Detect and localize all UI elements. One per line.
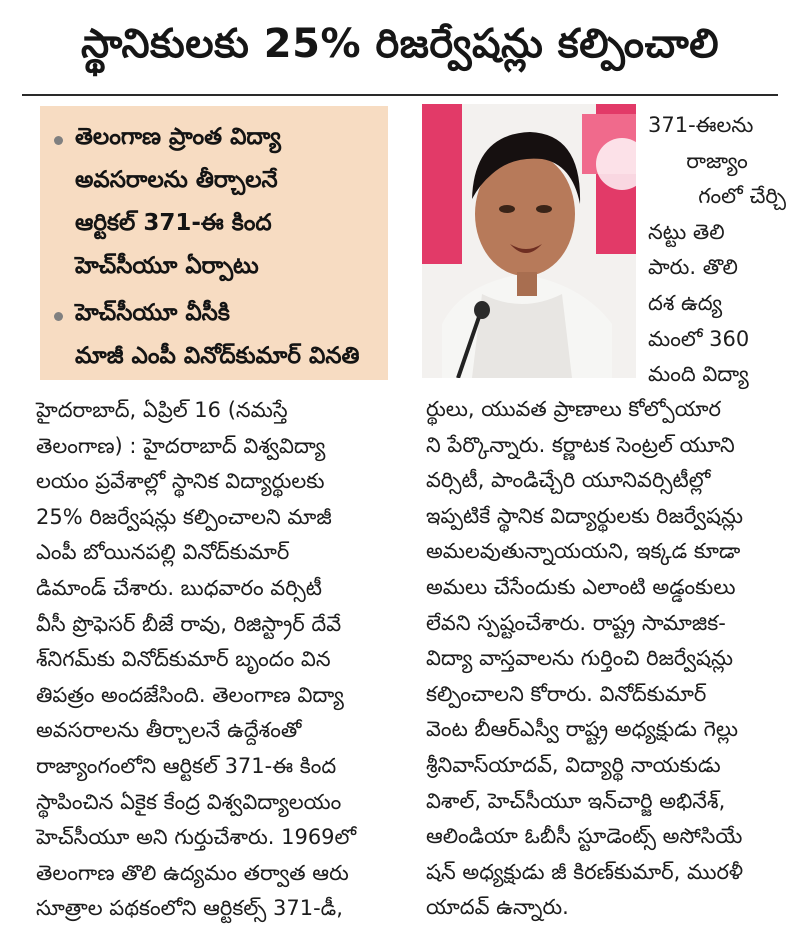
- text-line: మంది విద్యా: [648, 362, 749, 387]
- bullet-icon: [54, 312, 63, 321]
- text-line: హైదరాబాద్, ఏప్రిల్ 16 (నమస్తే: [36, 398, 288, 422]
- text-line: గంలో చేర్చి: [698, 184, 786, 209]
- text-line: శ్‌నిగమ్‌కు వినోద్‌కుమార్ బృందం విన: [36, 647, 331, 672]
- headline: స్థానికులకు 25% రిజర్వేషన్లు కల్పించాలి: [80, 21, 720, 67]
- text-line: రాజ్యాంగంలోని ఆర్టికల్ 371-ఈ కింద: [36, 753, 337, 778]
- person-speaking-at-microphone-icon: [422, 104, 636, 378]
- text-line: 371-ఈలను: [648, 113, 754, 137]
- text-line: వర్సిటీ, పాండిచ్చేరి యూనివర్సిటీల్లో: [426, 468, 711, 493]
- text-line: ర్థులు, యువత ప్రాణాలు కోల్పోయార: [426, 397, 721, 421]
- text-line: వీసీ ప్రొఫెసర్ బీజే రావు, రిజిస్ట్రార్ దేవే: [36, 611, 342, 636]
- highlight-item: [54, 292, 378, 378]
- text-line: తెలంగాణ తొలి ఉద్యమం తర్వాత ఆరు: [36, 860, 349, 885]
- text-line: లయం ప్రవేశాల్లో స్థానిక విద్యార్థులకు: [36, 469, 325, 494]
- text-line: షన్ అధ్యక్షుడు జీ కిరణ్‌కుమార్, మురళీ: [426, 859, 744, 884]
- text-line: దశ ఉద్య: [648, 290, 723, 315]
- text-line: ఇప్పటికే స్థానిక విద్యార్థులకు రిజర్వేషన్లు: [426, 503, 743, 528]
- text-line: యాదవ్ ఉన్నారు.: [426, 895, 569, 920]
- text-line: విద్యా వాస్తవాలను గుర్తించి రిజర్వేషన్లు: [426, 646, 733, 671]
- highlight-item: [54, 116, 378, 288]
- text-line: పారు. తొలి: [648, 255, 738, 280]
- text-line: ని పేర్కొన్నారు. కర్ణాటక సెంట్రల్ యూని: [426, 432, 735, 457]
- highlights-box: [40, 106, 388, 380]
- text-line: 25% రిజర్వేషన్లు కల్పించాలని మాజీ: [36, 504, 332, 529]
- text-line: ఆలిండియా ఓబీసీ స్టూడెంట్స్ అసోసియే: [426, 824, 743, 849]
- text-line: సూత్రాల పథకంలోని ఆర్టికల్స్ 371-డీ,: [36, 896, 343, 921]
- text-line: తెలంగాణ) : హైదరాబాద్ విశ్వవిద్యా: [36, 433, 326, 458]
- highlight-text: తెలంగాణ ప్రాంత విద్యా అవసరాలను తీర్చాలనే ఆర్టికల్ 371-ఈ కింద హెచ్‌సీయూ ఏర్పాటు: [75, 124, 281, 279]
- text-line: కల్పించాలని కోరారు. వినోద్‌కుమార్: [426, 681, 707, 706]
- text-line: మంలో 360: [648, 326, 750, 351]
- article-column-right: [426, 392, 784, 926]
- text-line: డిమాండ్ చేశారు. బుధవారం వర్సిటీ: [36, 575, 323, 600]
- text-line: రాజ్యాం: [686, 148, 748, 173]
- speaker-photo: [422, 104, 636, 378]
- text-line: స్థాపించిన ఏకైక కేంద్ర విశ్వవిద్యాలయం: [36, 789, 342, 814]
- text-line: ఎంపీ బోయినపల్లి వినోద్‌కుమార్: [36, 540, 290, 565]
- text-line: అమలవుతున్నాయయని, ఇక్కడ కూడా: [426, 539, 741, 564]
- text-line: వెంట బీఆర్‌ఎస్వీ రాష్ట్ర అధ్యక్షుడు గెల్లు: [426, 717, 738, 742]
- text-line: తిపత్రం అందజేసింది. తెలంగాణ విద్యా: [36, 682, 344, 707]
- article-column-left: [36, 393, 396, 927]
- text-line: అమలు చేసేందుకు ఎలాంటి అడ్డంకులు: [426, 574, 736, 599]
- text-line: శ్రీనివాస్‌యాదవ్, విద్యార్థి నాయకుడు: [426, 752, 721, 777]
- text-line: నట్టు తెలి: [648, 219, 725, 244]
- text-line: లేవని స్పష్టంచేశారు. రాష్ట్ర సామాజిక-: [426, 610, 726, 635]
- bullet-icon: [54, 136, 63, 145]
- text-line: విశాల్, హెచ్‌సీయూ ఇన్‌చార్జి అభినేశ్,: [426, 788, 726, 813]
- text-line: అవసరాలను తీర్చాలనే ఉద్దేశంతో: [36, 718, 302, 743]
- article-column-top-right: [648, 108, 786, 393]
- highlight-text: హెచ్‌సీయూ వీసీకి మాజీ ఎంపీ వినోద్‌కుమార్ వినతి: [75, 300, 360, 369]
- text-line: హెచ్‌సీయూ అని గుర్తుచేశారు. 1969లో: [36, 825, 357, 850]
- headline-divider: [22, 94, 778, 96]
